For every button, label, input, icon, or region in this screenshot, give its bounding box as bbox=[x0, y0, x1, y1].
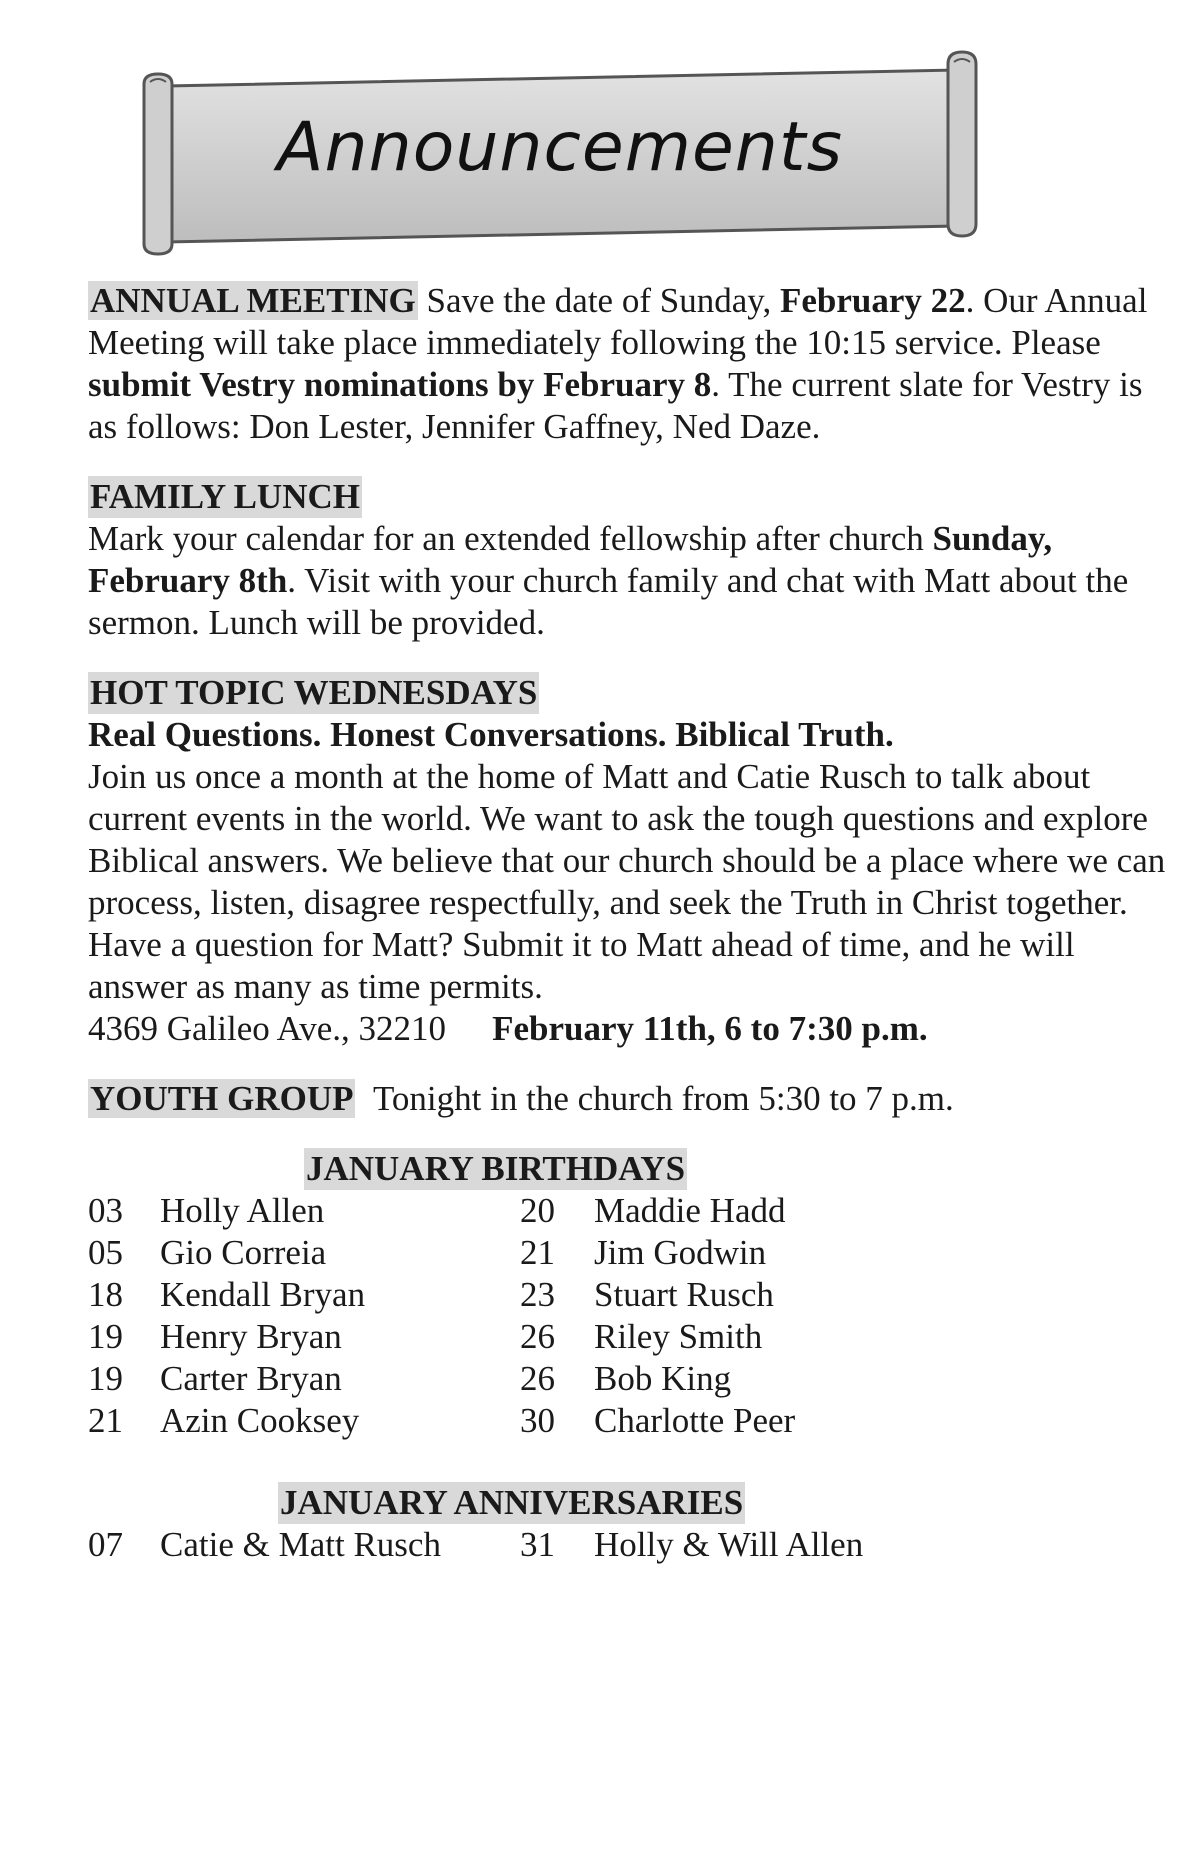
birthday-name: Carter Bryan bbox=[160, 1359, 342, 1398]
birthday-name: Jim Godwin bbox=[594, 1233, 767, 1272]
birthdays-list bbox=[88, 1190, 1168, 1442]
family-lunch-date: Sunday, February 8th bbox=[88, 519, 1053, 600]
family-lunch-heading: FAMILY LUNCH bbox=[90, 477, 360, 516]
birthday-day: 05 bbox=[88, 1233, 123, 1272]
anniversary-day: 31 bbox=[520, 1525, 555, 1564]
birthday-day: 19 bbox=[88, 1359, 123, 1398]
family-lunch-section bbox=[88, 476, 1168, 644]
birthdays-title: JANUARY BIRTHDAYS bbox=[306, 1149, 686, 1188]
birthday-day: 26 bbox=[520, 1359, 555, 1398]
hot-topic-section bbox=[88, 672, 1168, 1050]
annual-meeting-t3: . The current slate for Vestry is as follows: Don Lester, Jennifer Gaffney, Ned Daze. bbox=[88, 365, 1143, 446]
annual-meeting-section bbox=[88, 280, 1168, 448]
anniversaries-title: JANUARY ANNIVERSARIES bbox=[280, 1483, 744, 1522]
birthday-day: 21 bbox=[88, 1401, 123, 1440]
youth-group-heading: YOUTH GROUP bbox=[90, 1079, 354, 1118]
banner-title: Announcements bbox=[277, 108, 843, 187]
birthday-name: Henry Bryan bbox=[160, 1317, 342, 1356]
vestry-nomination-deadline: submit Vestry nominations by February 8 bbox=[88, 365, 712, 404]
family-lunch-t2: . Visit with your church family and chat with Matt about the sermon. Lunch will be provided. bbox=[88, 561, 1129, 642]
anniversaries-title-wrap bbox=[88, 1482, 1168, 1524]
birthday-name: Holly Allen bbox=[160, 1191, 325, 1230]
hot-topic-body: Join us once a month at the home of Matt and Catie Rusch to talk about current events in the world. We want to ask the tough questions and explore Biblical answers. We believe that our church should be a place where we can process, listen, disagree respectfully, and seek the Truth in Christ together. Have a question for Matt? Submit it to Matt ahead of time, and he will answer as many as time permits. bbox=[88, 757, 1166, 1006]
birthday-name: Maddie Hadd bbox=[594, 1191, 786, 1230]
annual-meeting-text bbox=[88, 280, 1168, 448]
birthday-name: Kendall Bryan bbox=[160, 1275, 366, 1314]
birthday-name: Gio Correia bbox=[160, 1233, 327, 1272]
birthday-day: 03 bbox=[88, 1191, 123, 1230]
birthday-name: Stuart Rusch bbox=[594, 1275, 774, 1314]
hot-topic-when: February 11th, 6 to 7:30 p.m. bbox=[492, 1009, 928, 1048]
hot-topic-tagline-text: Real Questions. Honest Conversations. Biblical Truth. bbox=[88, 715, 894, 754]
annual-meeting-date: February 22 bbox=[779, 281, 966, 320]
youth-group-text bbox=[88, 1078, 1168, 1120]
birthday-day: 18 bbox=[88, 1275, 123, 1314]
annual-meeting-t2: . Our Annual Meeting will take place immediately following the 10:15 service. Please bbox=[88, 281, 1148, 362]
youth-group-section bbox=[88, 1078, 1168, 1120]
birthdays-title-wrap bbox=[88, 1148, 1168, 1190]
hot-topic-heading: HOT TOPIC WEDNESDAYS bbox=[90, 673, 538, 712]
family-lunch-t1: Mark your calendar for an extended fellowship after church bbox=[88, 519, 924, 558]
birthday-name: Azin Cooksey bbox=[160, 1401, 360, 1440]
anniversaries-list bbox=[88, 1524, 1168, 1566]
birthday-day: 21 bbox=[520, 1233, 555, 1272]
birthday-name: Riley Smith bbox=[594, 1317, 763, 1356]
anniversary-names: Holly & Will Allen bbox=[594, 1525, 864, 1564]
birthday-day: 23 bbox=[520, 1275, 555, 1314]
birthday-name: Charlotte Peer bbox=[594, 1401, 796, 1440]
birthday-name: Bob King bbox=[594, 1359, 732, 1398]
hot-topic-tagline bbox=[88, 714, 1168, 756]
birthday-day: 19 bbox=[88, 1317, 123, 1356]
anniversary-names: Catie & Matt Rusch bbox=[160, 1525, 441, 1564]
family-lunch-text bbox=[88, 518, 1168, 644]
youth-group-time: Tonight in the church from 5:30 to 7 p.m. bbox=[372, 1079, 954, 1118]
birthday-day: 30 bbox=[520, 1401, 555, 1440]
hot-topic-address: 4369 Galileo Ave., 32210 bbox=[88, 1009, 447, 1048]
hot-topic-details bbox=[88, 1008, 1168, 1050]
announcements-banner bbox=[136, 48, 984, 264]
annual-meeting-heading: ANNUAL MEETING bbox=[90, 281, 416, 320]
announcements-content bbox=[88, 280, 1168, 1566]
birthday-day: 20 bbox=[520, 1191, 555, 1230]
annual-meeting-t1: Save the date of Sunday, bbox=[426, 281, 772, 320]
anniversary-day: 07 bbox=[88, 1525, 123, 1564]
birthday-day: 26 bbox=[520, 1317, 555, 1356]
